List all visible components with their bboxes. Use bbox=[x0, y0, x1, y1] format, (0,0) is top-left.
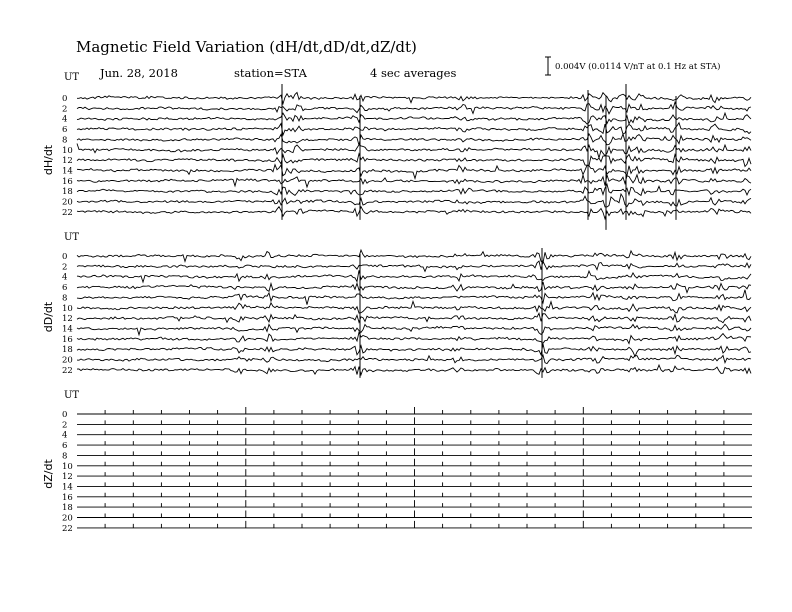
trace-line bbox=[77, 521, 752, 528]
trace-line bbox=[77, 123, 751, 135]
panel-ylabel: dZ/dt bbox=[42, 459, 55, 489]
ut-label: UT bbox=[64, 72, 80, 83]
trace-label: 8 bbox=[62, 451, 68, 462]
trace-label: 6 bbox=[62, 125, 68, 136]
panel-2 bbox=[42, 390, 752, 534]
trace-line bbox=[77, 113, 751, 124]
trace-label: 4 bbox=[62, 430, 68, 441]
panel-0 bbox=[42, 72, 751, 230]
ut-label: UT bbox=[64, 232, 80, 243]
trace-line bbox=[77, 511, 752, 518]
trace-line bbox=[77, 365, 751, 375]
trace-line bbox=[77, 417, 752, 424]
trace-line bbox=[77, 355, 751, 363]
trace-label: 6 bbox=[62, 283, 68, 294]
trace-label: 18 bbox=[62, 345, 73, 356]
averaging-label: 4 sec averages bbox=[370, 66, 457, 80]
trace-line bbox=[77, 184, 751, 195]
trace-label: 12 bbox=[62, 314, 73, 325]
trace-label: 22 bbox=[62, 523, 73, 534]
trace-label: 12 bbox=[62, 472, 73, 483]
trace-label: 12 bbox=[62, 156, 73, 167]
trace-label: 0 bbox=[62, 410, 68, 420]
trace-label: 8 bbox=[62, 293, 68, 304]
trace-label: 10 bbox=[62, 461, 73, 472]
panels-group bbox=[42, 72, 752, 534]
trace-label: 4 bbox=[62, 114, 68, 125]
panel-1 bbox=[42, 232, 751, 378]
trace-label: 16 bbox=[62, 176, 73, 187]
trace-label: 2 bbox=[62, 420, 68, 431]
trace-label: 14 bbox=[62, 324, 73, 335]
trace-label: 18 bbox=[62, 187, 73, 198]
trace-label: 0 bbox=[62, 94, 68, 104]
trace-label: 16 bbox=[62, 492, 73, 503]
trace-line bbox=[77, 438, 752, 445]
trace-line bbox=[77, 459, 752, 466]
trace-line bbox=[77, 324, 751, 335]
trace-label: 16 bbox=[62, 334, 73, 345]
trace-label: 18 bbox=[62, 503, 73, 514]
scale-label: 0.004V (0.0114 V/nT at 0.1 Hz at STA) bbox=[555, 62, 721, 72]
trace-line bbox=[77, 428, 752, 435]
trace-label: 2 bbox=[62, 104, 68, 115]
trace-label: 8 bbox=[62, 135, 68, 146]
trace-line bbox=[77, 134, 751, 145]
trace-line bbox=[77, 282, 751, 293]
trace-line bbox=[77, 407, 752, 414]
trace-label: 4 bbox=[62, 272, 68, 283]
trace-line bbox=[77, 207, 751, 219]
trace-label: 2 bbox=[62, 262, 68, 273]
trace-line bbox=[77, 500, 752, 507]
trace-line bbox=[77, 194, 751, 207]
chart-title: Magnetic Field Variation (dH/dt,dD/dt,dZ/dt) bbox=[76, 38, 417, 56]
trace-line bbox=[77, 290, 751, 305]
trace-line bbox=[77, 344, 751, 356]
trace-label: 6 bbox=[62, 441, 68, 452]
trace-label: 14 bbox=[62, 482, 73, 493]
trace-line bbox=[77, 261, 751, 271]
panel-ylabel: dH/dt bbox=[42, 144, 55, 176]
panel-ylabel: dD/dt bbox=[42, 301, 55, 333]
trace-label: 22 bbox=[62, 207, 73, 218]
trace-line bbox=[77, 102, 751, 114]
trace-label: 10 bbox=[62, 145, 73, 156]
trace-label: 22 bbox=[62, 365, 73, 376]
trace-line bbox=[77, 144, 751, 158]
station-label: station=STA bbox=[234, 66, 307, 80]
trace-line bbox=[77, 301, 751, 313]
trace-label: 20 bbox=[62, 513, 73, 524]
trace-label: 14 bbox=[62, 166, 73, 177]
trace-label: 10 bbox=[62, 303, 73, 314]
trace-line bbox=[77, 332, 751, 343]
trace-label: 20 bbox=[62, 197, 73, 208]
ut-label: UT bbox=[64, 390, 80, 401]
trace-line bbox=[77, 93, 751, 104]
trace-line bbox=[77, 165, 751, 179]
trace-line bbox=[77, 448, 752, 455]
trace-line bbox=[77, 490, 752, 497]
trace-line bbox=[77, 154, 751, 167]
trace-label: 0 bbox=[62, 252, 68, 262]
trace-label: 20 bbox=[62, 355, 73, 366]
scale-bar bbox=[545, 57, 720, 75]
date-label: Jun. 28, 2018 bbox=[100, 66, 178, 80]
trace-line bbox=[77, 469, 752, 476]
trace-line bbox=[77, 270, 751, 282]
trace-line bbox=[77, 313, 751, 322]
trace-line bbox=[77, 479, 752, 486]
trace-line bbox=[77, 250, 751, 263]
